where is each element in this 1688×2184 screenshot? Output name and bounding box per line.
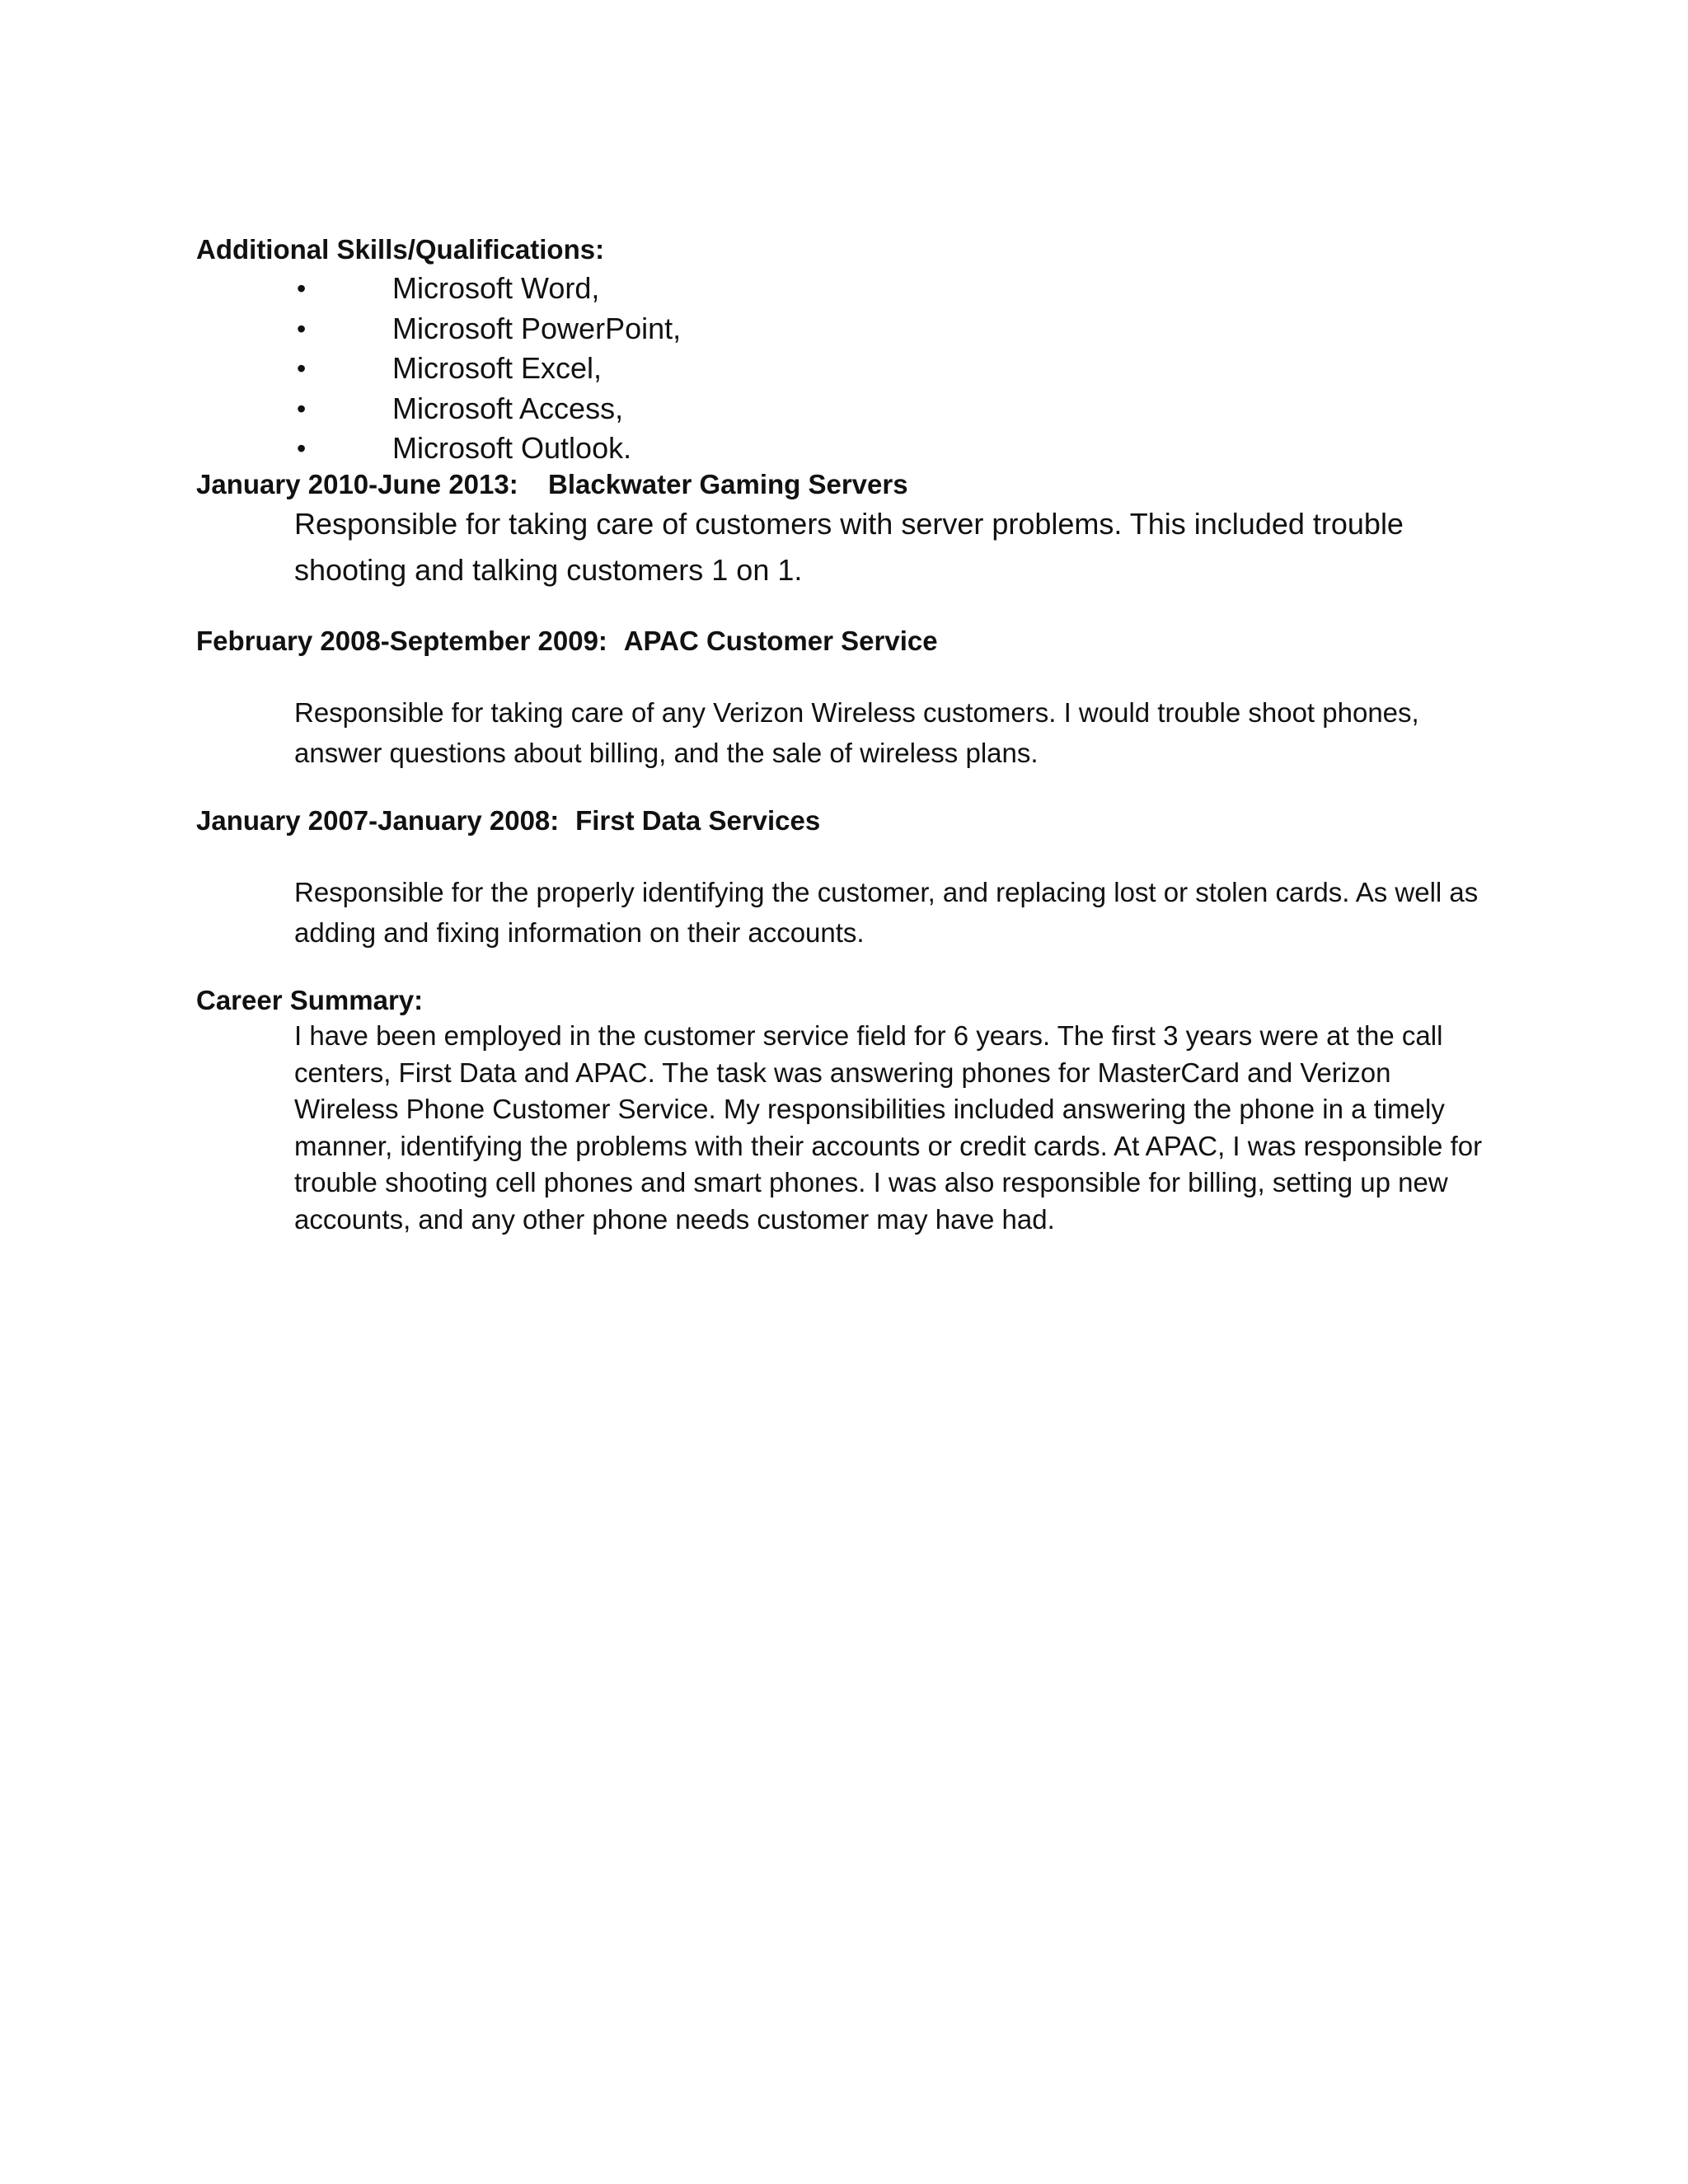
- job-dates: January 2007-January 2008:: [196, 805, 560, 836]
- skill-label: Microsoft Access,: [392, 391, 624, 425]
- skill-item: [196, 349, 681, 389]
- job-description: Responsible for taking care of customers with server problems. This included trouble shooting and talking customers 1 on 1.: [294, 507, 1404, 587]
- skill-item: [196, 389, 681, 429]
- skill-item: [196, 269, 681, 309]
- job-company: First Data Services: [575, 805, 821, 836]
- job-heading: [196, 625, 938, 658]
- job-dates: February 2008-September 2009:: [196, 626, 607, 656]
- bullet-icon: •: [297, 354, 307, 383]
- skill-label: Microsoft Excel,: [392, 351, 603, 385]
- bullet-icon: •: [297, 313, 307, 344]
- job-company: Blackwater Gaming Servers: [548, 469, 908, 499]
- skill-label: Microsoft PowerPoint,: [392, 311, 682, 345]
- job-heading: [196, 468, 908, 501]
- bullet-icon: •: [297, 274, 307, 303]
- skills-heading: Additional Skills/Qualifications:: [196, 234, 605, 265]
- job-description: Responsible for the properly identifying the customer, and replacing lost or stolen cards. As well as adding and fixing information on their accounts.: [294, 877, 1479, 948]
- career-summary-heading: Career Summary:: [196, 985, 424, 1015]
- job-heading: [196, 804, 820, 837]
- career-summary-text: I have been employed in the customer service field for 6 years. The first 3 years were at the call centers, First Data and APAC. The task was answering phones for MasterCard and Verizon Wireless Phone Customer Service. My responsibilities included answering the phone in a timely manner, identifying the problems with their accounts or credit cards. At APAC, I was responsible for trouble shooting cell phones and smart phones. I was also responsible for billing, setting up new accounts, and any other phone needs customer may have had.: [294, 1020, 1483, 1235]
- skill-item: [196, 429, 681, 469]
- bullet-icon: •: [297, 434, 307, 463]
- job-description: Responsible for taking care of any Verizon Wireless customers. I would trouble shoot phones, answer questions about billing, and the sale of wireless plans.: [294, 697, 1419, 768]
- bullet-icon: •: [297, 393, 307, 424]
- skills-list: [196, 269, 681, 469]
- job-company: APAC Customer Service: [623, 626, 938, 656]
- skill-item: [196, 309, 681, 349]
- skill-label: Microsoft Outlook.: [392, 431, 632, 465]
- skill-label: Microsoft Word,: [392, 271, 600, 305]
- job-dates: January 2010-June 2013:: [196, 469, 518, 499]
